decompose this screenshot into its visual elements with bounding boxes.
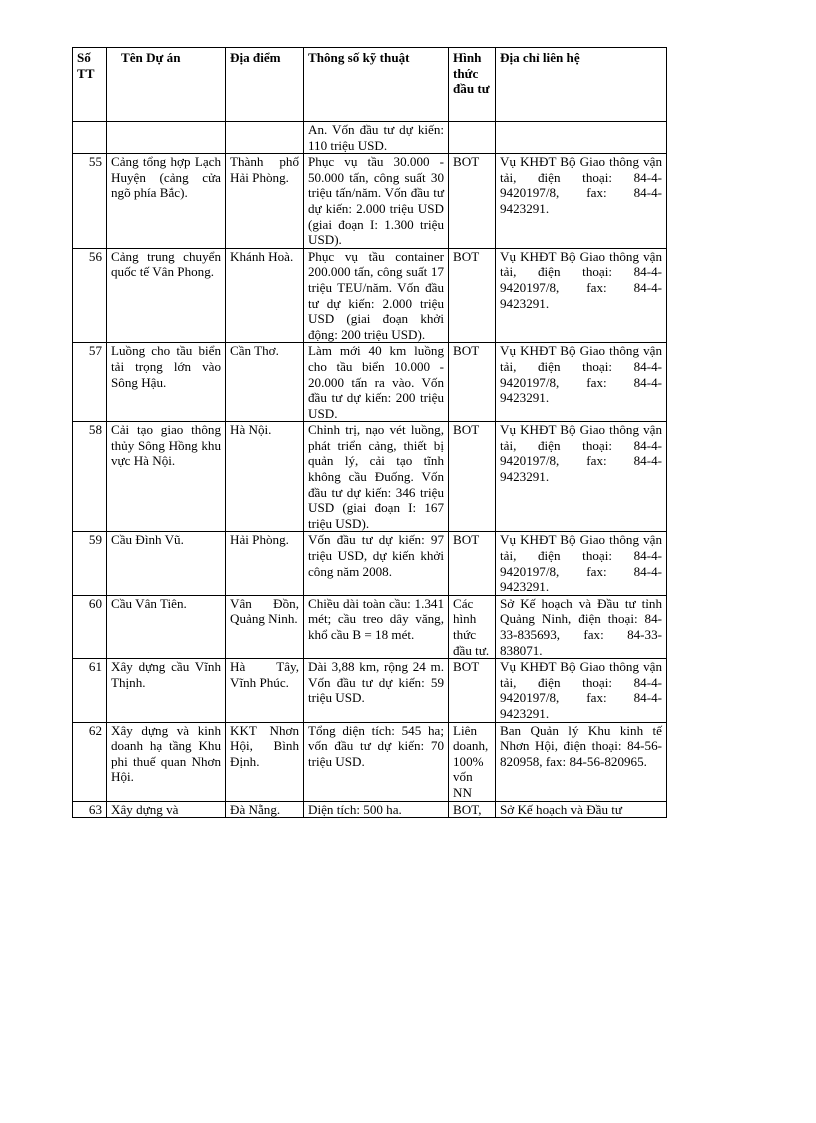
cell-name: Xây dựng và kinh doanh hạ tầng Khu phi thuế quan Nhơn Hội. <box>107 722 226 801</box>
cell-no: 60 <box>73 595 107 658</box>
cell-no: 57 <box>73 343 107 422</box>
cell-contact: Vụ KHĐT Bộ Giao thông vận tải, điện thoại: 84-4-9420197/8, fax: 84-4-9423291. <box>496 659 667 722</box>
cell-form: Liên doanh, 100% vốn NN <box>449 722 496 801</box>
cell-location: Đà Nẵng. <box>226 801 304 818</box>
cell-no <box>73 122 107 154</box>
cell-location: Hà Tây, Vĩnh Phúc. <box>226 659 304 722</box>
cell-location: KKT Nhơn Hội, Bình Định. <box>226 722 304 801</box>
cell-form: BOT, <box>449 801 496 818</box>
table-row <box>73 532 667 595</box>
header-specs: Thông số kỹ thuật <box>304 48 449 122</box>
cell-location: Thành phố Hải Phòng. <box>226 154 304 249</box>
cell-form: BOT <box>449 659 496 722</box>
cell-form: BOT <box>449 154 496 249</box>
cell-specs: An. Vốn đầu tư dự kiến: 110 triệu USD. <box>304 122 449 154</box>
cell-contact: Ban Quản lý Khu kinh tế Nhơn Hội, điện thoại: 84-56-820958, fax: 84-56-820965. <box>496 722 667 801</box>
header-investment-form: Hình thức đầu tư <box>449 48 496 122</box>
table-row <box>73 801 667 818</box>
cell-specs: Làm mới 40 km luồng cho tầu biển 10.000 - 20.000 tấn ra vào. Vốn đầu tư dự kiến: 200 triệu USD. <box>304 343 449 422</box>
cell-name: Xây dựng và <box>107 801 226 818</box>
cell-contact: Vụ KHĐT Bộ Giao thông vận tải, điện thoại: 84-4-9420197/8, fax: 84-4-9423291. <box>496 422 667 532</box>
cell-specs: Phục vụ tầu 30.000 - 50.000 tấn, công suất 30 triệu tấn/năm. Vốn đầu tư dự kiến: 2.000 triệu USD (giai đoạn I: 1.300 triệu USD). <box>304 154 449 249</box>
cell-form: Các hình thức đầu tư. <box>449 595 496 658</box>
cell-contact: Vụ KHĐT Bộ Giao thông vận tải, điện thoại: 84-4-9420197/8, fax: 84-4-9423291. <box>496 154 667 249</box>
cell-contact: Sở Kế hoạch và Đầu tư <box>496 801 667 818</box>
cell-specs: Diện tích: 500 ha. <box>304 801 449 818</box>
cell-name <box>107 122 226 154</box>
cell-contact: Vụ KHĐT Bộ Giao thông vận tải, điện thoại: 84-4-9420197/8, fax: 84-4-9423291. <box>496 532 667 595</box>
cell-location: Khánh Hoà. <box>226 248 304 343</box>
cell-specs: Vốn đầu tư dự kiến: 97 triệu USD, dự kiến khởi công năm 2008. <box>304 532 449 595</box>
cell-form <box>449 122 496 154</box>
cell-location: Hà Nội. <box>226 422 304 532</box>
cell-name: Cảng trung chuyển quốc tế Vân Phong. <box>107 248 226 343</box>
cell-location <box>226 122 304 154</box>
cell-name: Luồng cho tầu biển tải trọng lớn vào Sông Hậu. <box>107 343 226 422</box>
cell-no: 62 <box>73 722 107 801</box>
header-location: Địa điểm <box>226 48 304 122</box>
cell-contact <box>496 122 667 154</box>
cell-specs: Chỉnh trị, nạo vét luồng, phát triển cảng, thiết bị quản lý, cải tạo tĩnh không cầu Đuống. Vốn đầu tư dự kiến: 346 triệu USD (giai đoạn I: 167 triệu USD). <box>304 422 449 532</box>
table-row <box>73 595 667 658</box>
cell-no: 56 <box>73 248 107 343</box>
cell-name: Cầu Đình Vũ. <box>107 532 226 595</box>
header-project-name: Tên Dự án <box>107 48 226 122</box>
cell-specs: Tổng diện tích: 545 ha; vốn đầu tư dự kiến: 70 triệu USD. <box>304 722 449 801</box>
cell-specs: Phục vụ tầu container 200.000 tấn, công suất 17 triệu TEU/năm. Vốn đầu tư dự kiến: 2.000 triệu USD (giai đoạn khởi động: 200 triệu USD). <box>304 248 449 343</box>
cell-name: Cầu Vân Tiên. <box>107 595 226 658</box>
cell-no: 55 <box>73 154 107 249</box>
cell-location: Cần Thơ. <box>226 343 304 422</box>
cell-form: BOT <box>449 248 496 343</box>
header-no: Số TT <box>73 48 107 122</box>
cell-specs: Dài 3,88 km, rộng 24 m. Vốn đầu tư dự kiến: 59 triệu USD. <box>304 659 449 722</box>
table-row <box>73 722 667 801</box>
cell-name: Cảng tổng hợp Lạch Huyện (cảng cửa ngõ phía Bắc). <box>107 154 226 249</box>
table-row <box>73 659 667 722</box>
cell-form: BOT <box>449 422 496 532</box>
cell-contact: Vụ KHĐT Bộ Giao thông vận tải, điện thoại: 84-4-9420197/8, fax: 84-4-9423291. <box>496 248 667 343</box>
cell-form: BOT <box>449 343 496 422</box>
cell-name: Xây dựng cầu Vĩnh Thịnh. <box>107 659 226 722</box>
cell-specs: Chiều dài toàn cầu: 1.341 mét; cầu treo dây văng, khổ cầu B = 18 mét. <box>304 595 449 658</box>
document-page <box>72 47 666 818</box>
projects-table <box>72 47 667 818</box>
cell-no: 59 <box>73 532 107 595</box>
cell-location: Hải Phòng. <box>226 532 304 595</box>
cell-contact: Vụ KHĐT Bộ Giao thông vận tải, điện thoại: 84-4-9420197/8, fax: 84-4-9423291. <box>496 343 667 422</box>
table-header-row <box>73 48 667 122</box>
cell-name: Cải tạo giao thông thủy Sông Hồng khu vực Hà Nội. <box>107 422 226 532</box>
header-contact: Địa chỉ liên hệ <box>496 48 667 122</box>
table-row <box>73 343 667 422</box>
table-row <box>73 422 667 532</box>
cell-location: Vân Đồn, Quảng Ninh. <box>226 595 304 658</box>
cell-no: 58 <box>73 422 107 532</box>
table-row-continuation <box>73 122 667 154</box>
table-row <box>73 154 667 249</box>
cell-no: 61 <box>73 659 107 722</box>
cell-form: BOT <box>449 532 496 595</box>
cell-contact: Sở Kế hoạch và Đầu tư tỉnh Quảng Ninh, điện thoại: 84-33-835693, fax: 84-33-838071. <box>496 595 667 658</box>
table-row <box>73 248 667 343</box>
cell-no: 63 <box>73 801 107 818</box>
